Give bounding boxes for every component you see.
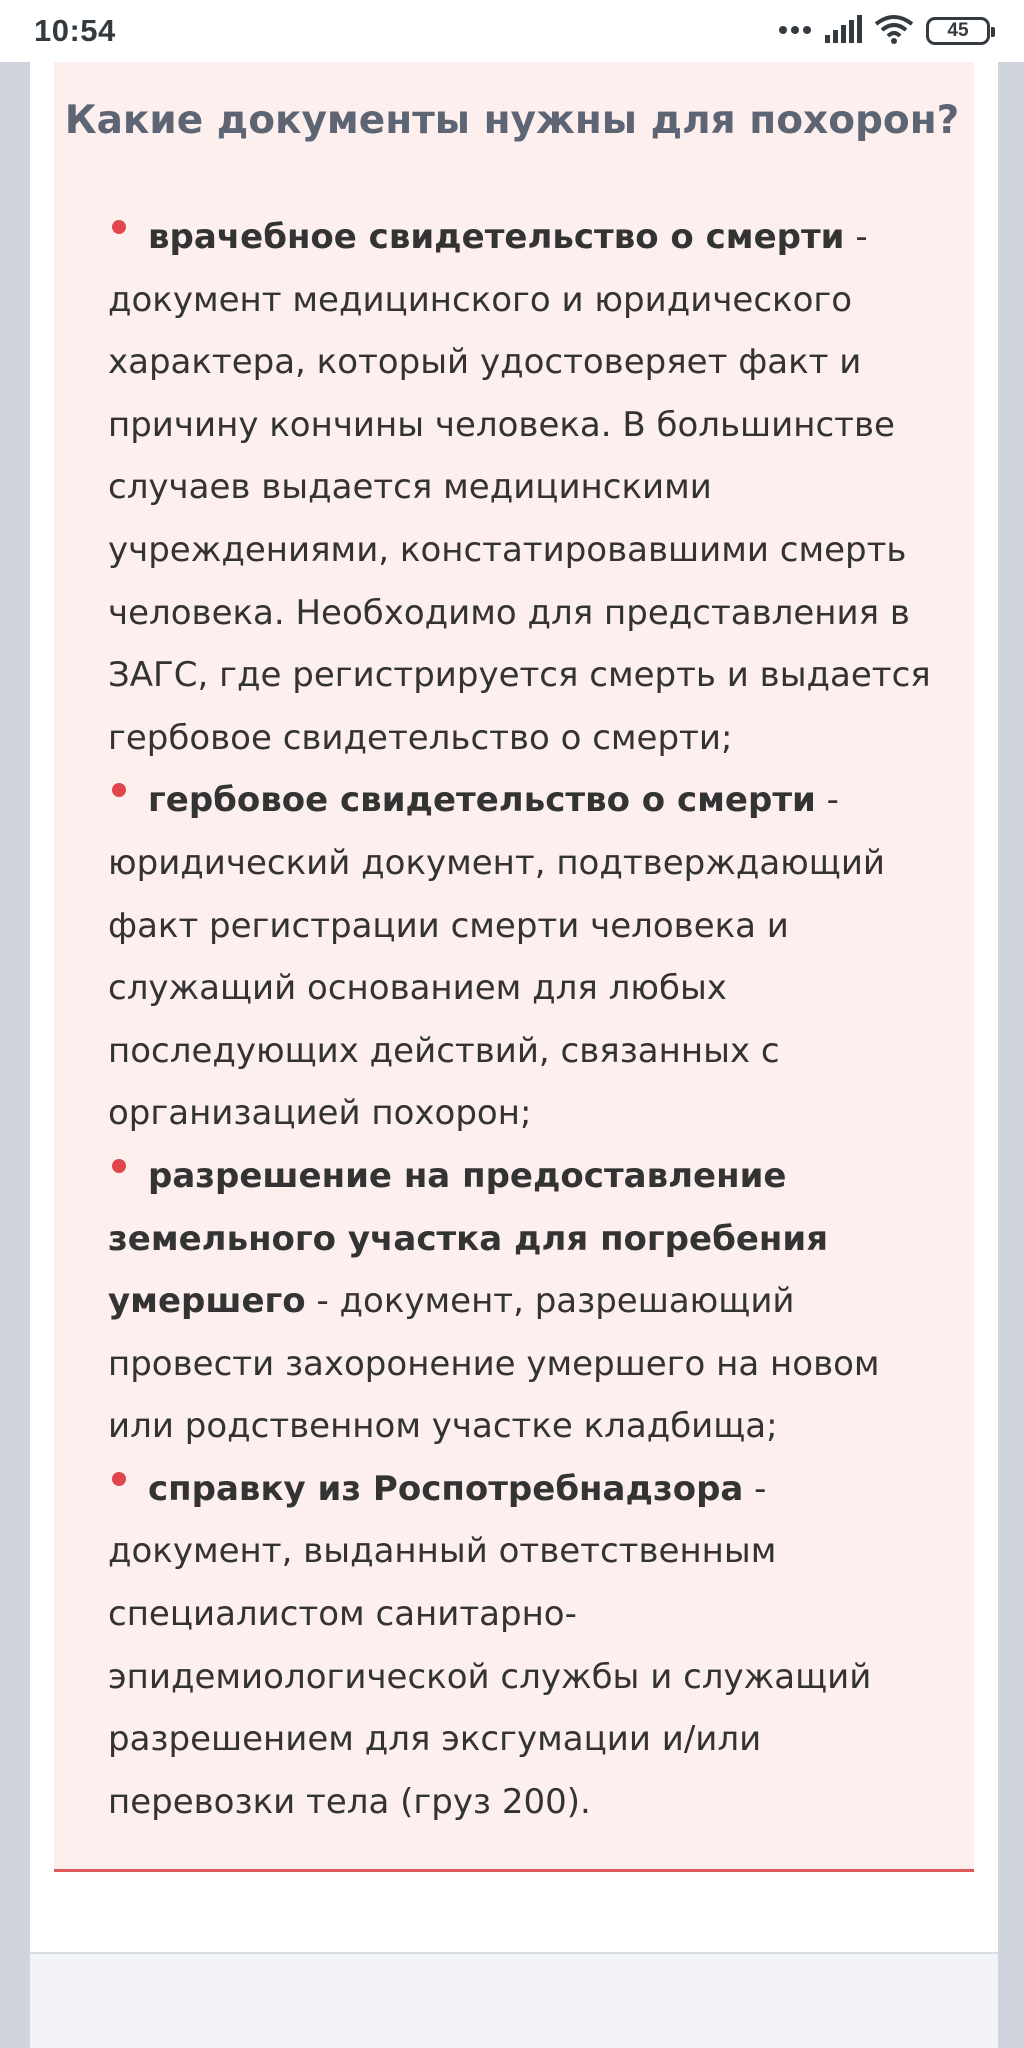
list-item-rospotrebnadzor-certificate — [108, 1458, 938, 1834]
item-term: врачебное свидетельство о смерти — [148, 217, 845, 257]
page-title: Какие документы нужны для похорон? — [64, 98, 960, 143]
documents-list — [108, 206, 938, 1833]
status-bar — [0, 0, 1024, 62]
bullet-icon — [112, 783, 126, 797]
item-description: - документ, выданный ответственным специалистом санитарно-эпидемиологической службы и служащий разрешением для эксгумации и/или перевозки тела (груз 200). — [108, 1468, 872, 1822]
wifi-icon — [874, 14, 914, 49]
status-icons — [778, 14, 990, 49]
more-dots-icon — [778, 22, 812, 40]
battery-icon: 45 — [926, 17, 990, 45]
status-time: 10:54 — [34, 13, 116, 48]
item-term: гербовое свидетельство о смерти — [148, 780, 816, 821]
bullet-icon — [112, 1472, 126, 1486]
signal-icon — [824, 15, 862, 48]
next-section-area — [30, 1952, 998, 2048]
item-term: справку из Роспотребнадзора — [148, 1468, 744, 1509]
list-item-death-certificate-medical — [108, 206, 938, 769]
bullet-icon — [112, 220, 126, 234]
list-item-death-certificate-official — [108, 769, 938, 1145]
item-term: разрешение на предоставление земельного участка для погребения умершего — [108, 1155, 829, 1322]
list-item-burial-permit — [108, 1145, 938, 1458]
item-description: - документ, разрешающий провести захоронение умершего на новом или родственном участке кладбища; — [108, 1281, 880, 1447]
item-description: - документ медицинского и юридического характера, который удостоверяет факт и причину кончины человека. В большинстве случаев выдается медицинскими учреждениями, констатировавшими смерть человека. Необходимо для представления в ЗАГС, где регистрируется смерть и выдается гербовое свидетельство о смерти; — [108, 217, 931, 758]
item-description: - юридический документ, подтверждающий факт регистрации смерти человека и служащий основанием для любых последующих действий, связанных с организацией похорон; — [108, 780, 886, 1134]
bullet-icon — [112, 1159, 126, 1173]
